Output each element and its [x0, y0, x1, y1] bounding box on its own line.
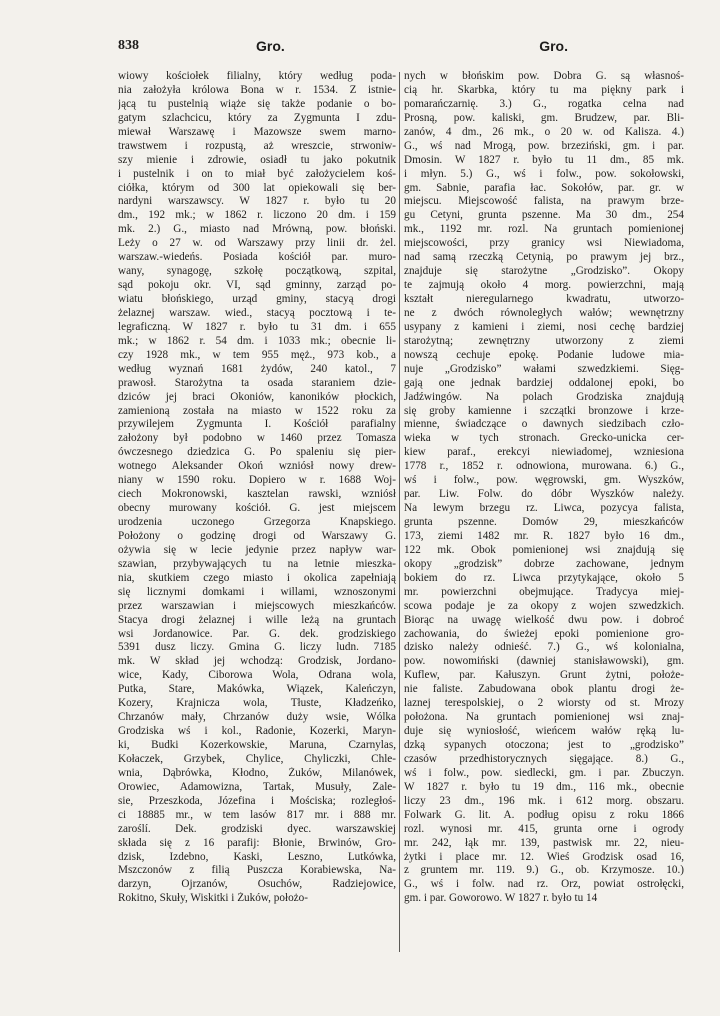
text-line: zanów, 4 dm., 26 mk., o 20 w. od Kalisza. 4.)	[404, 125, 684, 138]
text-line: duje się wyniosłość, wieńcem wałów ręką lu-	[404, 725, 684, 738]
text-line: mr. powierzchni obejmujące. Tradycya miej-	[404, 585, 684, 598]
page-header	[118, 38, 568, 58]
text-line: nowszą cechuje epokę. Podanie ludowe mia-	[404, 348, 684, 361]
text-line: gają one jednak bardziej oddalonej epoki, bo	[404, 376, 684, 389]
text-line: G., wś i folw. nad rz. Orz, powiat ostrołęcki,	[404, 878, 684, 891]
text-line: bokiem do rz. Liwca przytykające, około 5	[404, 571, 684, 584]
text-line: się licznymi domkami i willami, wznoszonymi	[118, 585, 396, 598]
text-line: czasów przedhistorycznych sięgające. 8.) G.,	[404, 752, 684, 765]
right-text-column	[404, 70, 684, 906]
text-line: cią hr. Skarbka, który tu ma piękny park i	[404, 83, 684, 96]
text-line: niany w 1590 roku. Dopiero w r. 1688 Woj-	[118, 474, 396, 487]
text-line: 173, ziemi 1482 mr. R. 1827 było 16 dm.,	[404, 529, 684, 542]
text-line: obecny murowany kościół. G. jest miejscem	[118, 502, 396, 515]
text-line: Stacya drogi żelaznej i wille leżą na gruntach	[118, 613, 396, 626]
text-line: czy 1928 mk., w tem 955 męż., 973 kob., a	[118, 348, 396, 361]
text-line: trawstwem i rozpustą, aż wreszcie, strwoniw-	[118, 139, 396, 152]
text-line: Kołaczek, Grzybek, Chylice, Chyliczki, Chle-	[118, 752, 396, 765]
text-line: pow. nowomiński (dawniej stanisławowski), gm.	[404, 655, 684, 668]
text-line: Dmosin. W 1827 r. było tu 11 dm., 85 mk.	[404, 153, 684, 166]
text-line: ciech Mokronowski, kasztelan rawski, wzniósł	[118, 488, 396, 501]
text-line: Kuflew, par. Kałuszyn. Grunt żytni, położe-	[404, 669, 684, 682]
text-line: gm. i par. Goworowo. W 1827 r. było tu 14	[404, 892, 598, 905]
text-line: żytki i place mr. 12. Wieś Grodzisk osad 16,	[404, 850, 684, 863]
text-line: jącą tu pustelnią wiąże się także podanie o bo-	[118, 97, 396, 110]
text-line: mk., 1192 mr. rozl. Na gruntach pomienionej	[404, 223, 684, 236]
text-line: i młyn. 5.) G., wś i folw., pow. sokołowski,	[404, 167, 684, 180]
text-line: wiowy kościołek filialny, który według poda-	[118, 70, 396, 82]
text-line: nad samą rzeczką Cetynią, po prawym jej brz.,	[404, 251, 684, 264]
text-line: mienne, świadczące o dawnych siedzibach czło-	[404, 418, 684, 431]
text-line: wice, Kady, Ciborowa Wola, Odrana wola,	[118, 669, 396, 682]
text-line: Chrzanów mały, Chrzanów duży wsie, Wólka	[118, 711, 396, 724]
text-line: nych w błońskim pow. Dobra G. są własnoś-	[404, 70, 684, 82]
text-line: Rokitno, Skuły, Wiskitki i Żuków, położo-	[118, 892, 308, 905]
text-line: Putka, Stare, Makówka, Wiązek, Kaleńczyn,	[118, 683, 396, 696]
text-line: par. Liw. Folw. do dóbr Wyszków należy.	[404, 488, 684, 501]
text-line: 5391 dusz liczy. Gmina G. liczy ludn. 7185	[118, 641, 396, 654]
text-line: pomarańczarnię. 3.) G., rogatka celna nad	[404, 97, 684, 110]
text-line: ci 18885 mr., w tem lasów 817 mr. i 888 mr.	[118, 808, 396, 821]
text-line: scowa podaje je za okopy z wojen szwedzkich.	[404, 599, 684, 612]
text-line: zaroślí. Dek. grodziski dyec. warszawskiej	[118, 822, 396, 835]
text-line: Kozery, Krajnicza wola, Tłuste, Kładzeńko,	[118, 697, 396, 710]
text-line: przez warszawian i miejscowych mieszkańców.	[118, 599, 396, 612]
text-line: wś i folw., pow. siedlecki, gm. i par. Zbuczyn.	[404, 766, 684, 779]
text-line: rozl. wynosi mr. 415, grunta orne i ogrody	[404, 822, 684, 835]
text-line: liczy 23 dm., 196 mk. i 612 morg. obszaru.	[404, 794, 684, 807]
text-line: znajduje się starożytne „Grodzisko”. Okopy	[404, 265, 684, 278]
text-line: sie, Przeszkoda, Józefina i Mościska; rozległoś-	[118, 794, 396, 807]
text-line: dzisk, Izdebno, Kaski, Leszno, Lutkówka,	[118, 850, 396, 863]
text-line: według wyznań 1681 żydów, 240 katol., 7	[118, 362, 396, 375]
text-line: miejscowości, przy granicy wsi Niewiadoma,	[404, 237, 684, 250]
text-line: przywilejem Zygmunta I. Kościół parafialny	[118, 418, 396, 431]
text-line: gatym szlachcicu, który za Zygmunta I zdu-	[118, 111, 396, 124]
text-line: grunta pszenne. Domów 29, mieszkańców	[404, 516, 684, 528]
text-line: Grodziska wś i kol., Radonie, Kozerki, Maryn-	[118, 725, 396, 738]
text-line: okopy „grodzisk” dobrze zachowane, jednym	[404, 557, 684, 570]
text-line: ożywia się w lecie jedynie przez napływ war-	[118, 543, 396, 556]
text-line: nia, skutkiem czego miasto i okolica zapełniają	[118, 571, 396, 584]
text-line: zamienioną została na miasto w 1522 roku za	[118, 404, 396, 417]
text-line: nuje „Grodzisko” wałami szwedzkiemi. Sięg-	[404, 362, 684, 375]
text-line: miejscu. Miejscowość falista, na prawym brze-	[404, 195, 684, 208]
text-line: mk. W skład jej wchodzą: Grodzisk, Jordano-	[118, 655, 396, 668]
page-number: 838	[118, 38, 139, 53]
text-line: Orowiec, Adamowizna, Tartak, Musuły, Zale-	[118, 780, 396, 793]
right-running-head: Gro.	[539, 38, 568, 54]
text-line: ne z dwóch równoległych wałów; wewnętrzny	[404, 306, 684, 319]
text-line: Mszczonów z filią Puszcza Korabiewska, Na-	[118, 864, 396, 877]
text-line: sąd pokoju okr. VI, sąd gminny, zarząd po-	[118, 279, 396, 292]
text-line: się groby kamienne i szczątki bronzowe i krze-	[404, 404, 684, 417]
text-line: z gruntem mr. 119. 9.) G., ob. Krzymosze. 10.)	[404, 864, 684, 877]
text-line: żelaznej warszaw. wied., stacyą pocztową i te-	[118, 306, 396, 319]
text-line: gm. Sabnie, parafia łac. Sokołów, par. gr. w	[404, 181, 684, 194]
text-line: wieka w tych stronach. Grecko-unicka cer-	[404, 432, 684, 445]
text-line: ki, Budki Kozerkowskie, Maruna, Czarnylas,	[118, 739, 396, 751]
text-line: szawian, przybywających tu na letnie mieszka-	[118, 557, 396, 570]
text-line: G., wś nad Mrogą, pow. brzeziński, gm. i par.	[404, 139, 684, 152]
text-line: szy mienie i zdrowie, osiadł tu jako pokutnik	[118, 153, 396, 166]
text-line: usypany z kamieni i ziemi, nosi cechę bardziej	[404, 320, 684, 333]
text-line: nia założyła królowa Bona w r. 1534. Z istnie-	[118, 83, 396, 96]
text-line: ciółka, którym od 300 lat opiekowali się ber-	[118, 181, 396, 194]
text-line: miewał Warszawę i Mazowsze swem marno-	[118, 125, 396, 138]
text-line: 1778 r., 1852 r. odnowiona, murowana. 6.) G.,	[404, 460, 684, 473]
text-line: dm., 192 mk.; w 1862 r. liczono 20 dm. i 159	[118, 209, 396, 222]
text-line: darzyn, Ojrzanów, Osuchów, Radziejowice,	[118, 878, 396, 891]
text-line: dzisko należy odnieść. 7.) G., wś kolonialna,	[404, 641, 684, 654]
text-line: dzką sypanych otoczona; jest to „grodzisko”	[404, 739, 684, 751]
text-line: W 1827 r. było tu 19 dm., 116 mk., obecnie	[404, 780, 684, 793]
text-line: Biorąc na uwagę wielkość dwu pow. i dobroć	[404, 613, 684, 626]
text-line: i pustelnik i on to miał być założycielem koś-	[118, 167, 396, 180]
text-line: nardyni warszawscy. W 1827 r. było tu 20	[118, 195, 396, 208]
text-line: starożytną; zewnętrzny utworzony z ziemi	[404, 334, 684, 347]
text-line: wsi Jordanowice. Par. G. dek. grodziskiego	[118, 627, 396, 640]
text-line: gu Cetyni, grunta pszenne. Ma 30 dm., 254	[404, 209, 684, 222]
text-line: Na lewym brzegu rz. Liwca, pozycya falista,	[404, 502, 684, 515]
text-line: Prosną, pow. kaliski, gm. Brudzew, par. Bli-	[404, 111, 684, 124]
text-line: wiatu błońskiego, urząd gminy, stacyą drogi	[118, 293, 396, 305]
text-line: warszaw.-wiedeńs. Posiada kościół par. muro-	[118, 251, 396, 264]
left-running-head: Gro.	[256, 38, 285, 54]
text-line: urodzenia uczonego Grzegorza Knapskiego.	[118, 516, 396, 528]
left-text-column	[118, 70, 396, 906]
column-divider	[399, 72, 400, 952]
text-line: wotnego Aleksander Okoń wzniósł nowy drew-	[118, 460, 396, 473]
text-line: założony był podobno w 1460 przez Tomasza	[118, 432, 396, 445]
text-line: wś i folw., pow. węgrowski, gm. Wyszków,	[404, 474, 684, 487]
text-line: mr. 242, łąk mr. 139, pastwisk mr. 22, nieu-	[404, 836, 684, 849]
text-line: kształt nieregularnego kwadratu, utworzo-	[404, 293, 684, 305]
text-line: dziców jej braci Okoniów, kanoników płockich,	[118, 390, 396, 403]
text-line: Położony o godzinę drogi od Warszawy G.	[118, 529, 396, 542]
text-line: wnia, Dąbrówka, Kłodno, Żuków, Milanówek,	[118, 766, 396, 779]
text-line: składa się z 16 parafij: Błonie, Brwinów, Gro-	[118, 836, 396, 849]
text-line: mk. 2.) G., miasto nad Mrówną, pow. błoński.	[118, 223, 396, 236]
text-line: Jadźwingów. Na polach Grodziska znajdują	[404, 390, 684, 403]
text-line: Leży o 27 w. od Warszawy przy linii dr. żel.	[118, 237, 396, 250]
text-line: laznej terespolskiej, o 2 wiorsty od st. Mrozy	[404, 697, 684, 710]
text-line: zachowania, do świeżej epoki pomienione gro-	[404, 627, 684, 640]
text-line: nie faliste. Zabudowana obok plantu drogi że-	[404, 683, 684, 696]
text-line: położona. Na gruntach pomienionej wsi znaj-	[404, 711, 684, 724]
text-line: ówczesnego dziedzica G. Po spaleniu się pier-	[118, 446, 396, 459]
text-line: kiew paraf., erekcyi niewiadomej, wzniesiona	[404, 446, 684, 459]
text-line: prawosł. Starożytna ta osada staraniem dzie-	[118, 376, 396, 389]
text-line: te zajmują około 4 morg. powierzchni, mają	[404, 279, 684, 292]
text-line: wany, synagogę, szkołę początkową, szpital,	[118, 265, 396, 278]
text-line: 122 mk. Obok pomienionej wsi znajdują się	[404, 543, 684, 556]
text-line: mk.; w 1862 r. 54 dm. i 1033 mk.; obecnie li-	[118, 334, 396, 347]
text-line: Folwark G. lit. A. podług opisu z roku 1866	[404, 808, 684, 821]
text-line: legraficzną. W 1827 r. było tu 31 dm. i 655	[118, 320, 396, 333]
